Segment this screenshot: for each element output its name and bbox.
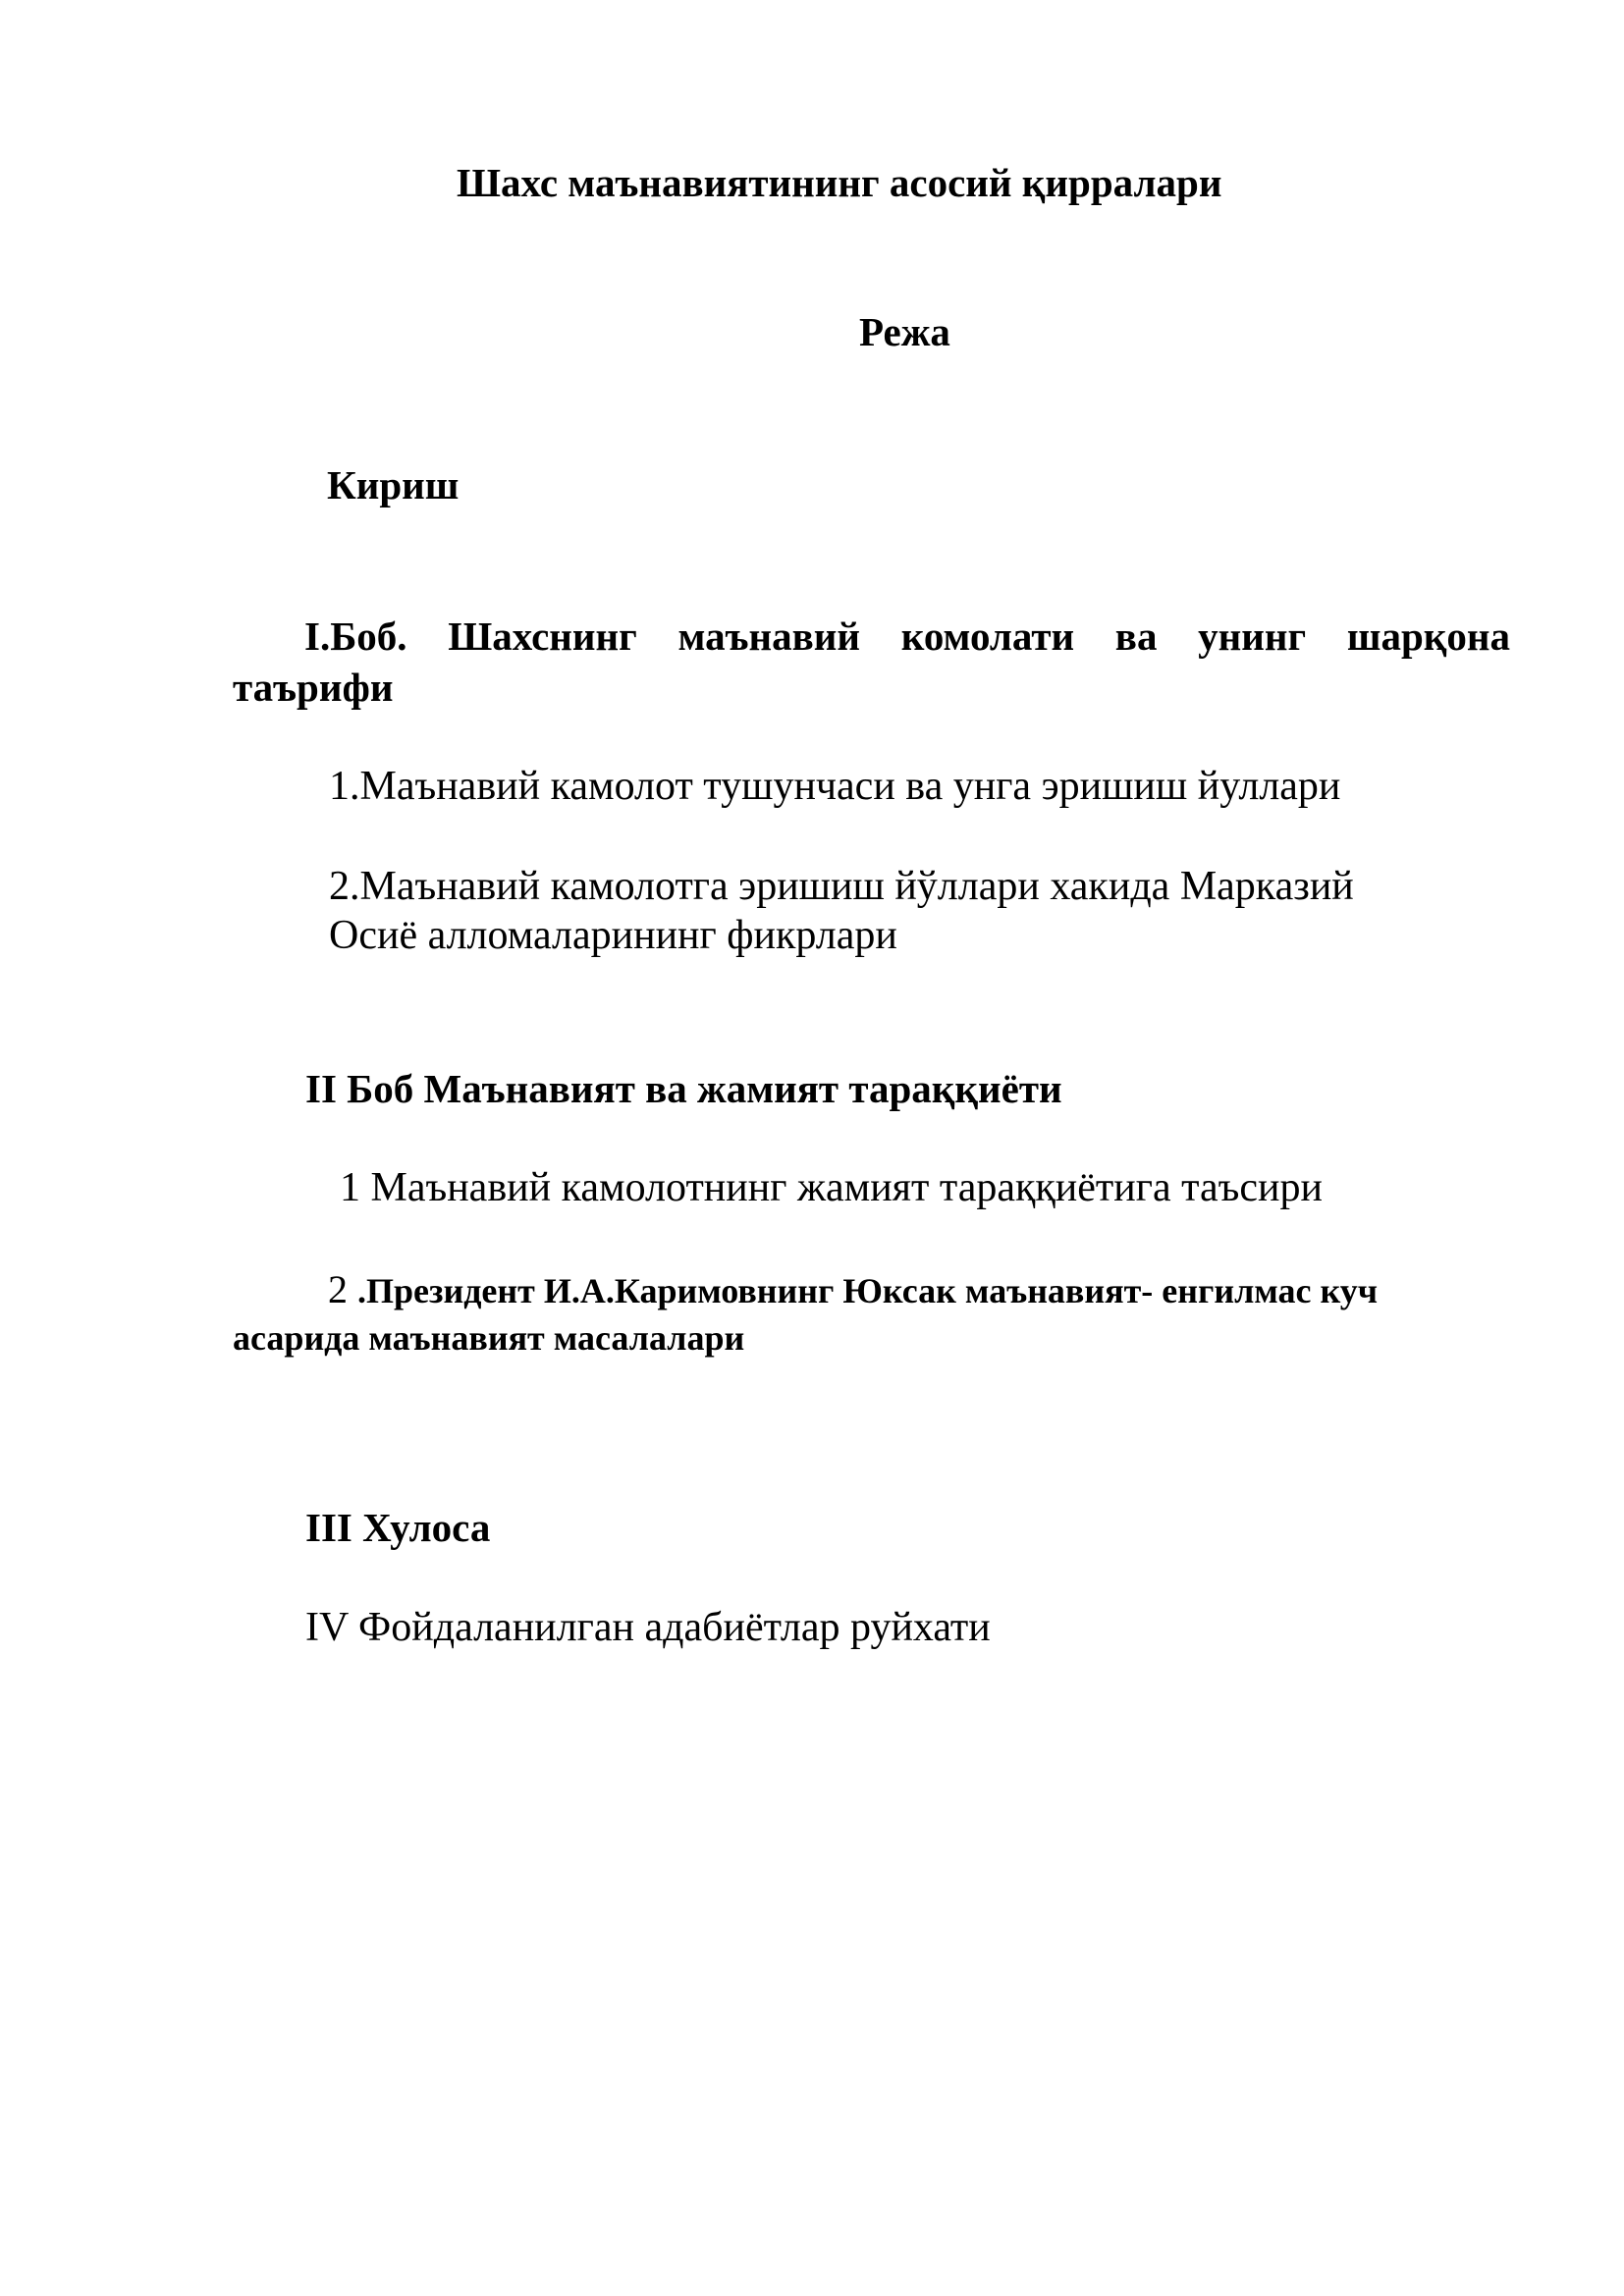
chapter1-heading: I.Боб. Шахснинг маънавий комолати ва унинг шарқона (304, 614, 1510, 659)
plan-heading: Режа (859, 309, 950, 354)
document-title: Шахс маънавиятининг асосий қирралари (457, 160, 1222, 205)
chapter1-section2-continued: Осиё алломаларининг фикрлари (329, 913, 897, 958)
chapter1-section1: 1.Маънавий камолот тушунчаси ва унга эришиш йуллари (329, 764, 1341, 809)
chapter2-section1: 1 Маънавий камолотнинг жамият тараққиётига таъсири (340, 1165, 1323, 1210)
chapter2-heading: II Боб Маънавият ва жамият тараққиёти (305, 1066, 1062, 1111)
chapter2-section2-continued: асарида маънавият масалалари (233, 1318, 745, 1358)
chapter1-section2: 2.Маънавий камолотга эришиш йўллари хакида Марказий (329, 864, 1354, 909)
chapter2-section2 (328, 1267, 1379, 1311)
chapter2-section2-number: 2 (328, 1267, 357, 1311)
chapter1-heading-continued: таърифи (233, 665, 394, 710)
chapter4-references: IV Фойдаланилган адабиётлар руйхати (305, 1605, 991, 1650)
chapter2-section2-text: .Президент И.А.Каримовнинг Юксак маънавият- енгилмас куч (357, 1271, 1379, 1310)
chapter3-conclusion: III Хулоса (305, 1505, 491, 1550)
intro-item: Кириш (327, 462, 460, 507)
